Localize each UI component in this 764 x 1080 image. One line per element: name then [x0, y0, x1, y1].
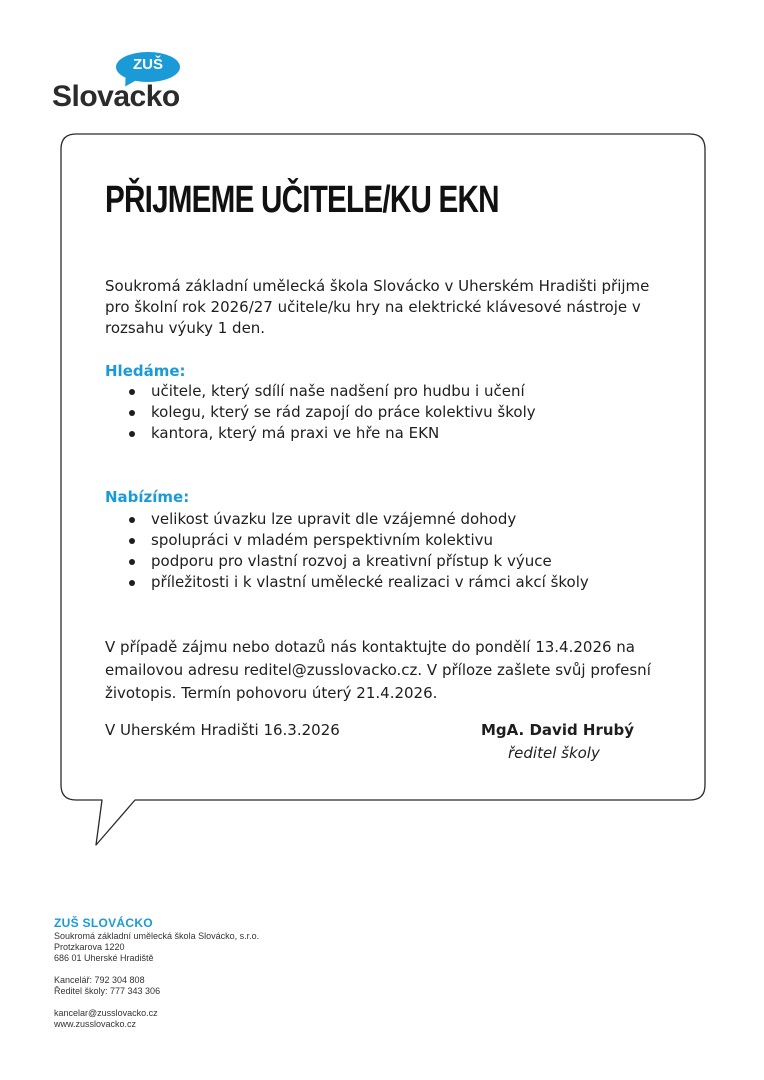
footer-email-link[interactable]: kancelar@zusslovacko.cz [54, 1008, 158, 1018]
logo-badge-text: ZUŠ [133, 56, 163, 73]
list-item: velikost úvazku lze upravit dle vzájemné dohody [127, 509, 589, 530]
intro-paragraph: Soukromá základní umělecká škola Slovácko v Uherském Hradišti přijme pro školní rok 2026/27 učitele/ku hry na elektrické klávesové nástroje v rozsahu výuky 1 den. [105, 277, 650, 337]
seeking-list [127, 381, 536, 444]
offering-heading: Nabízíme: [105, 488, 190, 506]
signatory-role: ředitel školy [508, 744, 600, 762]
contact-paragraph: V případě zájmu nebo dotazů nás kontaktujte do pondělí 13.4.2026 na emailovou adresu reditel@zusslovacko.cz. V příloze zašlete svůj profesní životopis. Termín pohovoru úterý 21.4.2026. [105, 638, 651, 702]
list-item: učitele, který sdílí naše nadšení pro hudbu i učení [127, 381, 536, 402]
seeking-heading: Hledáme: [105, 362, 186, 380]
footer-director-phone: Ředitel školy: 777 343 306 [54, 986, 161, 996]
footer-city: 686 01 Uherské Hradiště [54, 953, 154, 963]
footer-web-link[interactable]: www.zusslovacko.cz [54, 1019, 137, 1029]
list-item: podporu pro vlastní rozvoj a kreativní přístup k výuce [127, 551, 589, 572]
page-title: PŘIJMEME UČITELE/KU EKN [105, 179, 499, 221]
list-item: příležitosti i k vlastní umělecké realizaci v rámci akcí školy [127, 572, 589, 593]
footer-street: Protzkarova 1220 [54, 942, 125, 952]
place-date: V Uherském Hradišti 16.3.2026 [105, 721, 340, 739]
list-item: spolupráci v mladém perspektivním kolektivu [127, 530, 589, 551]
footer-org: Soukromá základní umělecká škola Slovácko, s.r.o. [54, 931, 260, 941]
logo-wordmark: Slovacko [52, 80, 180, 113]
footer-brand: ZUŠ SLOVÁCKO [54, 916, 153, 930]
list-item: kolegu, který se rád zapojí do práce kolektivu školy [127, 402, 536, 423]
footer-office-phone: Kancelář: 792 304 808 [54, 975, 145, 985]
offering-list [127, 509, 589, 593]
list-item: kantora, který má praxi ve hře na EKN [127, 423, 536, 444]
signatory-name: MgA. David Hrubý [481, 721, 635, 739]
footer [54, 915, 354, 1030]
